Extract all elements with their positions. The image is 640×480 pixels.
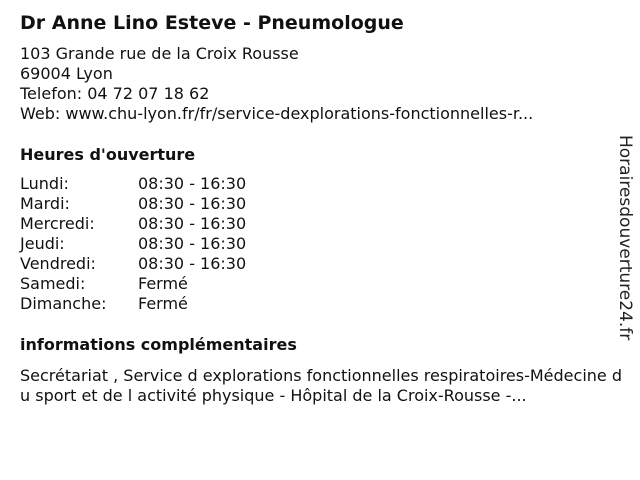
city-address: 69004 Lyon (20, 64, 113, 83)
hours-row-monday (20, 174, 620, 194)
hours-day: Mardi: (20, 194, 70, 213)
hours-row-wednesday (20, 214, 620, 234)
hours-row-thursday (20, 234, 620, 254)
hours-day: Lundi: (20, 174, 69, 193)
hours-row-tuesday (20, 194, 620, 214)
info-text: Secrétariat , Service d explorations fonctionnelles respiratoires-Médecine du sport et de l activité physique - Hôpital de la Croix-Rousse -... (20, 366, 622, 405)
hours-row-saturday (20, 274, 620, 294)
hours-row-friday (20, 254, 620, 274)
hours-table (20, 174, 620, 314)
hours-value: Fermé (138, 274, 188, 293)
website-link[interactable]: Web: www.chu-lyon.fr/fr/service-dexplorations-fonctionnelles-r... (20, 104, 534, 123)
hours-value: 08:30 - 16:30 (138, 254, 247, 273)
hours-day: Vendredi: (20, 254, 96, 273)
business-card (20, 10, 620, 406)
business-title: Dr Anne Lino Esteve - Pneumologue (20, 12, 404, 34)
hours-value: 08:30 - 16:30 (138, 194, 247, 213)
hours-day: Jeudi: (20, 234, 65, 253)
site-watermark: Horairesdouverture24.fr (615, 135, 635, 341)
hours-heading: Heures d'ouverture (20, 145, 196, 164)
hours-value: 08:30 - 16:30 (138, 214, 247, 233)
phone-number[interactable]: Telefon: 04 72 07 18 62 (20, 84, 210, 103)
info-heading: informations complémentaires (20, 335, 297, 354)
street-address: 103 Grande rue de la Croix Rousse (20, 44, 299, 63)
hours-day: Mercredi: (20, 214, 95, 233)
hours-row-sunday (20, 294, 620, 314)
hours-day: Samedi: (20, 274, 86, 293)
hours-value: Fermé (138, 294, 188, 313)
hours-day: Dimanche: (20, 294, 107, 313)
address-block (20, 44, 620, 124)
hours-value: 08:30 - 16:30 (138, 234, 247, 253)
hours-value: 08:30 - 16:30 (138, 174, 247, 193)
